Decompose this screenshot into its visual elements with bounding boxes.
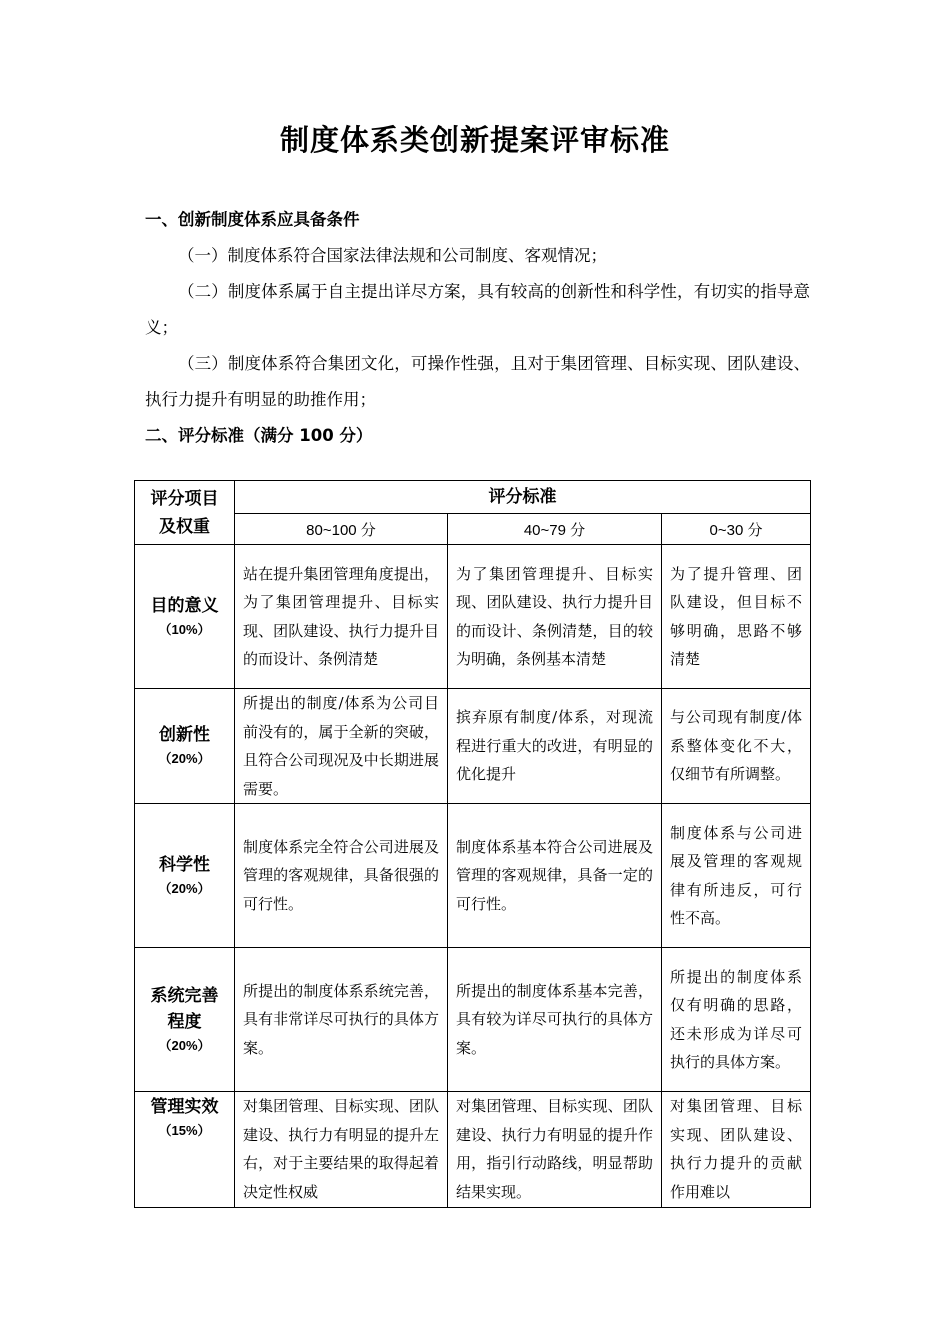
criteria-low: 制度体系与公司进展及管理的客观规律有所违反，可行性不高。 (662, 804, 811, 948)
row-weight: （20%） (158, 1037, 211, 1053)
section-heading-scoring: 二、评分标准（满分 100 分） (145, 426, 373, 445)
criteria-low: 与公司现有制度/体系整体变化不大，仅细节有所调整。 (662, 689, 811, 804)
row-name: 创新性 (159, 725, 210, 745)
range-mid: 40~79 分 (448, 514, 662, 545)
row-header (135, 948, 235, 1092)
row-weight: （20%） (158, 880, 211, 896)
row-header (135, 1092, 235, 1208)
table-range-row (135, 514, 811, 545)
row-name: 目的意义 (150, 595, 219, 616)
table-row (135, 948, 811, 1092)
row-weight: （15%） (158, 1123, 211, 1138)
row-name: 科学性 (159, 854, 210, 875)
row-name: 系统完善程度 (150, 985, 219, 1032)
condition-item-3: （三）制度体系符合集团文化，可操作性强，且对于集团管理、目标实现、团队建设、执行力提升有明显的助推作用； (145, 354, 810, 409)
condition-item-1: （一）制度体系符合国家法律法规和公司制度、客观情况； (178, 246, 607, 265)
condition-item-2: （二）制度体系属于自主提出详尽方案，具有较高的创新性和科学性，有切实的指导意义； (145, 282, 810, 337)
header-standard: 评分标准 (235, 481, 811, 514)
criteria-high: 制度体系完全符合公司进展及管理的客观规律，具备很强的可行性。 (235, 804, 448, 948)
range-high: 80~100 分 (235, 514, 448, 545)
criteria-low: 对集团管理、目标实现、团队建设、执行力提升的贡献作用难以 (662, 1092, 811, 1208)
scoring-table (134, 480, 811, 1208)
criteria-mid: 为了集团管理提升、目标实现、团队建设、执行力提升目的而设计、条例清楚，目的较为明确，条例基本清楚 (448, 545, 662, 689)
header-corner: 评分项目及权重 (135, 481, 235, 545)
row-weight: （10%） (158, 621, 211, 637)
table-row (135, 804, 811, 948)
criteria-mid: 所提出的制度体系基本完善，具有较为详尽可执行的具体方案。 (448, 948, 662, 1092)
range-low: 0~30 分 (662, 514, 811, 545)
criteria-mid: 摈弃原有制度/体系，对现流程进行重大的改进，有明显的优化提升 (448, 689, 662, 804)
table-row (135, 689, 811, 804)
criteria-high: 所提出的制度/体系为公司目前没有的，属于全新的突破，且符合公司现况及中长期进展需要。 (235, 689, 448, 804)
criteria-mid: 制度体系基本符合公司进展及管理的客观规律，具备一定的可行性。 (448, 804, 662, 948)
row-header (135, 804, 235, 948)
row-header (135, 545, 235, 689)
criteria-high: 站在提升集团管理角度提出，为了集团管理提升、目标实现、团队建设、执行力提升目的而设计、条例清楚 (235, 545, 448, 689)
row-header (135, 689, 235, 804)
criteria-low: 所提出的制度体系仅有明确的思路，还未形成为详尽可执行的具体方案。 (662, 948, 811, 1092)
page-title: 制度体系类创新提案评审标准 (279, 123, 670, 157)
section-heading-conditions: 一、创新制度体系应具备条件 (145, 210, 360, 229)
criteria-high: 所提出的制度体系系统完善，具有非常详尽可执行的具体方案。 (235, 948, 448, 1092)
criteria-mid: 对集团管理、目标实现、团队建设、执行力有明显的提升作用，指引行动路线，明显帮助结果实现。 (448, 1092, 662, 1208)
row-name: 管理实效 (150, 1097, 219, 1117)
criteria-low: 为了提升管理、团队建设，但目标不够明确，思路不够清楚 (662, 545, 811, 689)
table-row (135, 545, 811, 689)
table-row (135, 1092, 811, 1208)
row-weight: （20%） (158, 751, 211, 766)
criteria-high: 对集团管理、目标实现、团队建设、执行力有明显的提升左右，对于主要结果的取得起着决定性权威 (235, 1092, 448, 1208)
table-header-row (135, 481, 811, 514)
